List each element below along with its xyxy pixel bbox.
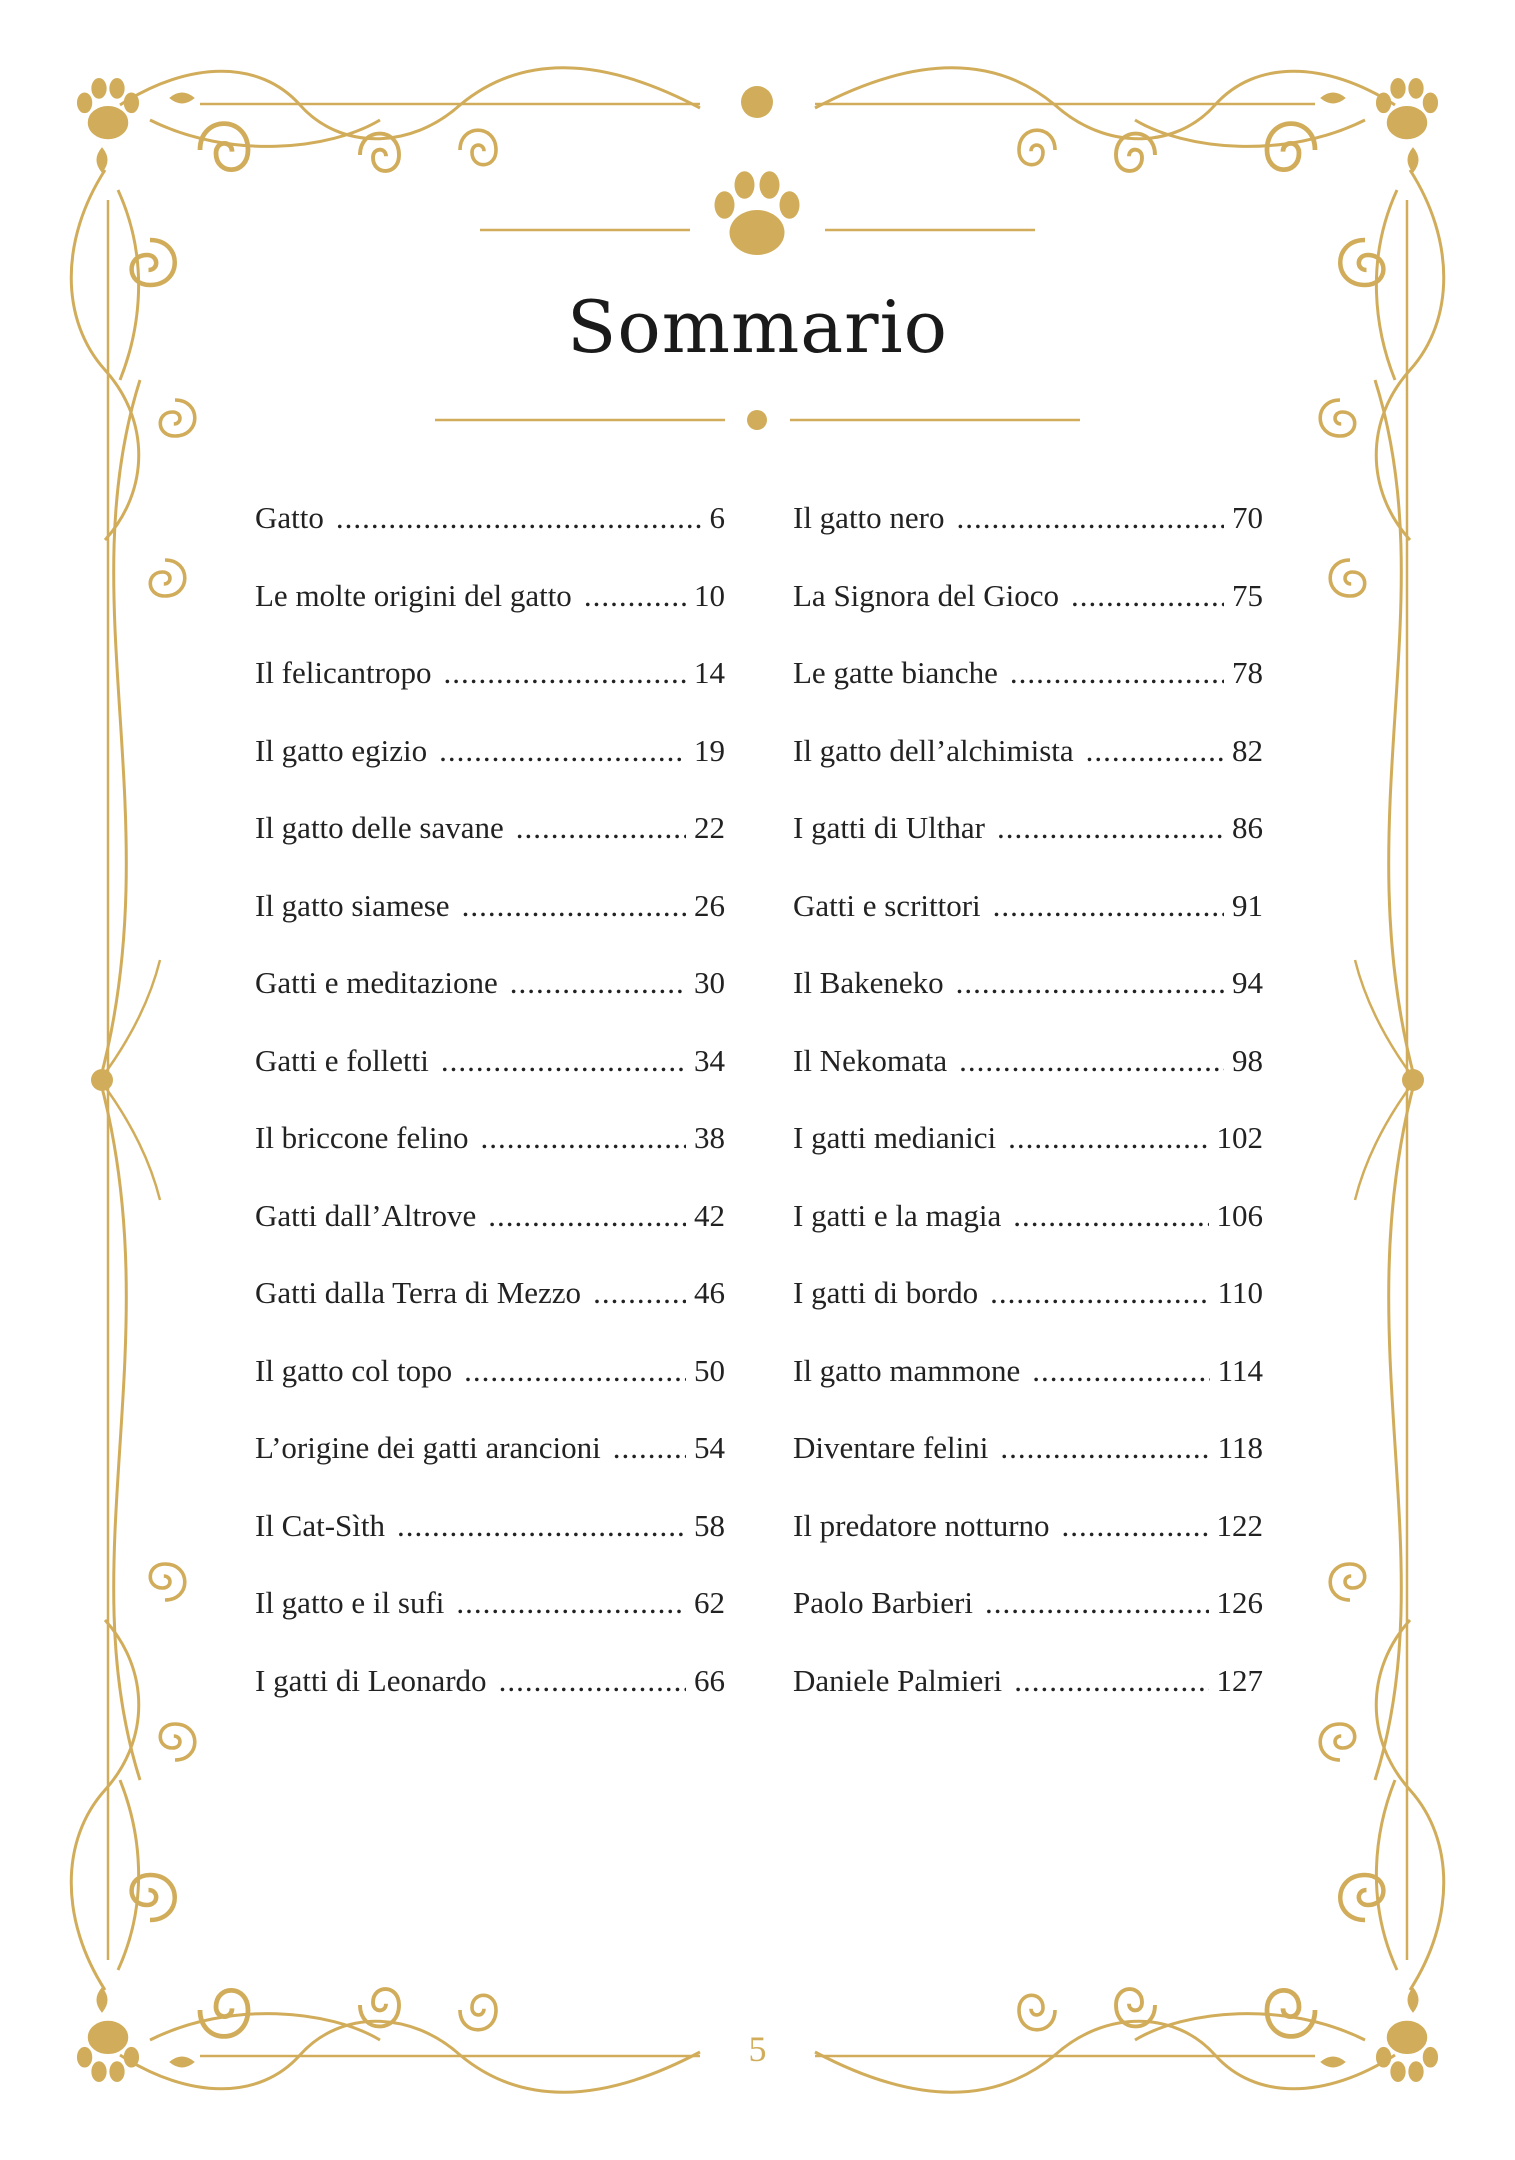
toc-entry-title: Il gatto mammone [793,1352,1021,1388]
toc-entry [255,1585,725,1663]
toc-entry-page: 54 [694,1430,725,1465]
toc-entry-page: 26 [694,887,725,923]
toc-entry-title: I gatti di Ulthar [793,810,985,845]
toc-column-right [793,500,1263,1740]
toc-leader-dots [441,1043,686,1079]
toc-entry [255,810,725,888]
toc-leader-dots [956,965,1224,1001]
toc-entry-page: 86 [1232,810,1263,845]
toc-entry [255,1430,725,1508]
toc-entry-title: L’origine dei gatti arancioni [255,1430,601,1465]
toc-entry-page: 110 [1217,1275,1263,1310]
toc-entry-page: 118 [1217,1430,1263,1465]
toc-entry-title: Il Bakeneko [793,965,944,1000]
toc-entry [255,655,725,733]
toc-entry-page: 82 [1232,732,1263,768]
toc-leader-dots [1086,733,1224,769]
toc-entry [255,1663,725,1741]
toc-entry-page: 75 [1232,577,1263,613]
toc-entry [793,578,1263,656]
toc-leader-dots [336,500,702,536]
toc-leader-dots [584,578,686,614]
toc-leader-dots [1032,1353,1209,1389]
toc-entry [255,1508,725,1586]
toc-entry-title: La Signora del Gioco [793,577,1060,613]
toc-leader-dots [516,810,686,846]
toc-entry-title: I gatti di Leonardo [255,1662,487,1698]
toc-leader-dots [957,500,1224,536]
toc-leader-dots [480,1120,686,1156]
toc-entry [255,1353,725,1431]
toc-entry-page: 38 [694,1120,725,1155]
toc-entry-title: Il gatto col topo [255,1352,453,1388]
toc-entry-page: 70 [1232,500,1263,535]
toc-leader-dots [1071,578,1224,614]
toc-entry-page: 102 [1216,1120,1263,1155]
toc-entry [255,578,725,656]
page-number: 5 [748,2029,767,2069]
toc-entry-page: 22 [694,810,725,845]
toc-entry [793,1585,1263,1663]
toc-entry-title: Gatti dalla Terra di Mezzo [255,1275,582,1310]
toc-entry [793,1430,1263,1508]
toc-entry [793,1275,1263,1353]
toc-entry [793,1043,1263,1121]
toc-entry [255,1120,725,1198]
toc-entry-title: Diventare felini [793,1430,989,1465]
toc-entry-page: 10 [694,577,725,613]
toc-entry-page: 126 [1216,1585,1263,1620]
toc-leader-dots [499,1663,686,1699]
toc-leader-dots [1010,655,1224,691]
toc-entry [793,1120,1263,1198]
toc-leader-dots [397,1508,686,1544]
toc-entry-page: 106 [1216,1197,1263,1233]
toc-entry [793,733,1263,811]
toc-column-left [255,500,725,1740]
toc-entry [255,1043,725,1121]
toc-entry [255,500,725,578]
toc-entry [255,1198,725,1276]
toc-entry-page: 34 [694,1042,725,1078]
toc-leader-dots [488,1198,686,1234]
toc-entry [793,1663,1263,1741]
toc-entry-title: I gatti e la magia [793,1197,1002,1233]
toc-entry-page: 14 [694,655,725,690]
toc-entry-page: 19 [694,732,725,768]
toc-leader-dots [613,1430,686,1466]
toc-entry-title: Daniele Palmieri [793,1662,1003,1698]
toc-entry [793,1353,1263,1431]
toc-leader-dots [593,1275,686,1311]
toc-entry-title: Il Cat-Sìth [255,1507,386,1543]
toc-entry-title: Il Nekomata [793,1042,948,1078]
toc-entry [255,965,725,1043]
toc-leader-dots [1014,1663,1208,1699]
toc-leader-dots [1013,1198,1208,1234]
toc-entry-title: Le gatte bianche [793,655,998,690]
toc-leader-dots [443,655,686,691]
toc-leader-dots [997,810,1224,846]
toc-entry [793,888,1263,966]
toc-entry-page: 58 [694,1507,725,1543]
toc-entry-title: Il predatore notturno [793,1507,1050,1543]
toc-entry-title: Le molte origini del gatto [255,577,572,613]
toc-entry-page: 94 [1232,965,1263,1000]
toc-entry-page: 122 [1216,1507,1263,1543]
toc-entry-page: 30 [694,965,725,1000]
toc-entry [255,1275,725,1353]
toc-entry-page: 91 [1232,887,1263,923]
toc-entry-title: Il gatto dell’alchimista [793,732,1074,768]
toc-leader-dots [456,1585,686,1621]
toc-entry-title: Il gatto egizio [255,732,428,768]
toc-entry [793,810,1263,888]
toc-entry-page: 78 [1232,655,1263,690]
toc-entry-page: 42 [694,1197,725,1233]
toc-entry-page: 62 [694,1585,725,1620]
toc-leader-dots [1062,1508,1209,1544]
toc-entry-title: Gatti dall’Altrove [255,1197,477,1233]
toc-entry-page: 46 [694,1275,725,1310]
toc-leader-dots [510,965,686,1001]
toc-entry-page: 6 [709,500,725,535]
toc-entry-title: Gatto [255,500,324,535]
toc-entry [793,1198,1263,1276]
toc-entry-title: I gatti medianici [793,1120,997,1155]
toc-entry [255,733,725,811]
toc-entry [793,1508,1263,1586]
toc-entry-title: I gatti di bordo [793,1275,979,1310]
toc-leader-dots [462,888,686,924]
toc-entry-page: 114 [1217,1352,1263,1388]
toc-entry-page: 66 [694,1662,725,1698]
toc-leader-dots [1000,1430,1209,1466]
toc-entry-title: Il gatto nero [793,500,945,535]
toc-leader-dots [439,733,686,769]
toc-entry-title: Il felicantropo [255,655,432,690]
toc-entry-page: 98 [1232,1042,1263,1078]
toc-entry [793,655,1263,733]
toc-entry-title: Paolo Barbieri [793,1585,973,1620]
toc-entry-page: 50 [694,1352,725,1388]
toc-leader-dots [464,1353,686,1389]
toc-entry [793,965,1263,1043]
toc-entry-title: Gatti e folletti [255,1042,429,1078]
toc-entry [793,500,1263,578]
toc-entry-title: Il gatto delle savane [255,810,504,845]
toc-entry-title: Gatti e meditazione [255,965,498,1000]
toc-entry-page: 127 [1216,1662,1263,1698]
toc-entry-title: Il gatto e il sufi [255,1585,445,1620]
toc-leader-dots [985,1585,1209,1621]
toc-entry [255,888,725,966]
toc-entry-title: Il briccone felino [255,1120,469,1155]
toc-leader-dots [959,1043,1224,1079]
toc-leader-dots [1008,1120,1208,1156]
toc-leader-dots [990,1275,1210,1311]
toc-entry-title: Gatti e scrittori [793,887,981,923]
toc-leader-dots [993,888,1224,924]
toc-entry-title: Il gatto siamese [255,887,450,923]
page-title: Sommario [567,285,948,369]
